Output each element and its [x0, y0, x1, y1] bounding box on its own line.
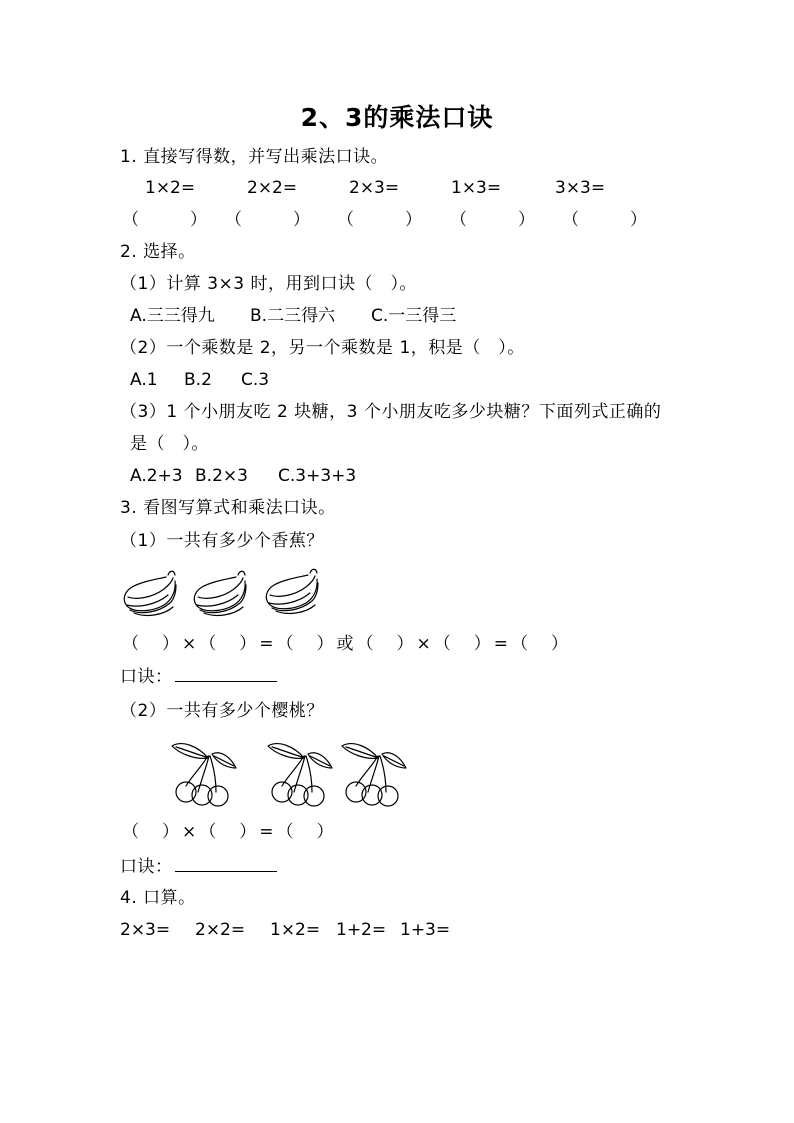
banana-bunch-1	[124, 571, 176, 615]
cherry-bunch-1	[172, 744, 236, 806]
cherry-bunch-2	[268, 744, 332, 806]
q2-sub2-option-b[interactable]: B.2	[184, 370, 212, 390]
q4-heading: 4. 口算。	[120, 888, 196, 908]
koujue-label: 口诀：	[120, 667, 173, 687]
q4-expr-3: 1×2=	[270, 920, 321, 940]
koujue-label: 口诀：	[120, 857, 173, 877]
q2-sub3-line1: （3）1 个小朋友吃 2 块糖，3 个小朋友吃多少块糖？下面列式正确的	[120, 402, 662, 422]
q1-answer-blank-2[interactable]: （ ）	[225, 210, 310, 230]
q2-sub1: （1）计算 3×3 时，用到口诀（ ）。	[120, 274, 417, 294]
banana-bunches-image	[118, 567, 333, 627]
q4-expr-2: 2×2=	[195, 920, 246, 940]
q1-expr-2: 2×2=	[247, 178, 298, 198]
q3-heading: 3. 看图写算式和乘法口诀。	[120, 498, 336, 518]
koujue-answer-line[interactable]	[175, 666, 277, 682]
q2-heading: 2. 选择。	[120, 242, 196, 262]
q1-answer-blank-4[interactable]: （ ）	[450, 210, 535, 230]
q3-part2-title: （2）一共有多少个樱桃？	[120, 701, 324, 721]
q1-expr-5: 3×3=	[555, 178, 606, 198]
q3-part2-koujue	[120, 856, 277, 877]
q1-expr-3: 2×3=	[349, 178, 400, 198]
q3-part2-formula[interactable]: （ ）×（ ）=（ ）	[122, 822, 337, 842]
q2-sub3-option-b[interactable]: B.2×3	[195, 466, 248, 486]
q3-part1-koujue	[120, 666, 277, 687]
q2-sub1-option-b[interactable]: B.二三得六	[250, 306, 336, 326]
q1-answer-blank-5[interactable]: （ ）	[562, 210, 647, 230]
page-title: 2、3的乘法口诀	[300, 103, 494, 132]
q1-expr-1: 1×2=	[145, 178, 196, 198]
q1-heading: 1. 直接写得数，并写出乘法口诀。	[120, 147, 389, 167]
cherry-bunch-3	[342, 744, 406, 806]
q4-expr-1: 2×3=	[120, 920, 171, 940]
q1-answer-blank-1[interactable]: （ ）	[122, 210, 207, 230]
q2-sub2-option-a[interactable]: A.1	[130, 370, 158, 390]
q2-sub2: （2）一个乘数是 2，另一个乘数是 1，积是（ ）。	[120, 338, 525, 358]
q3-part1-title: （1）一共有多少个香蕉？	[120, 531, 324, 551]
q4-expr-5: 1+3=	[400, 920, 451, 940]
q2-sub2-option-c[interactable]: C.3	[241, 370, 270, 390]
q2-sub3-option-a[interactable]: A.2+3	[130, 466, 183, 486]
q4-expr-4: 1+2=	[336, 920, 387, 940]
q2-sub1-option-c[interactable]: C.一三得三	[371, 306, 457, 326]
q1-answer-blank-3[interactable]: （ ）	[337, 210, 422, 230]
cherries-image	[168, 740, 413, 805]
q2-sub1-option-a[interactable]: A.三三得九	[130, 306, 215, 326]
q1-expr-4: 1×3=	[451, 178, 502, 198]
q3-part1-formula[interactable]: （ ）×（ ）=（ ）或（ ）×（ ）=（ ）	[122, 634, 571, 654]
banana-bunch-2	[194, 571, 246, 615]
q2-sub3-option-c[interactable]: C.3+3+3	[278, 466, 357, 486]
koujue-answer-line[interactable]	[175, 856, 277, 872]
q2-sub3-line2: 是（ ）。	[130, 434, 209, 454]
banana-bunch-3	[266, 569, 318, 613]
